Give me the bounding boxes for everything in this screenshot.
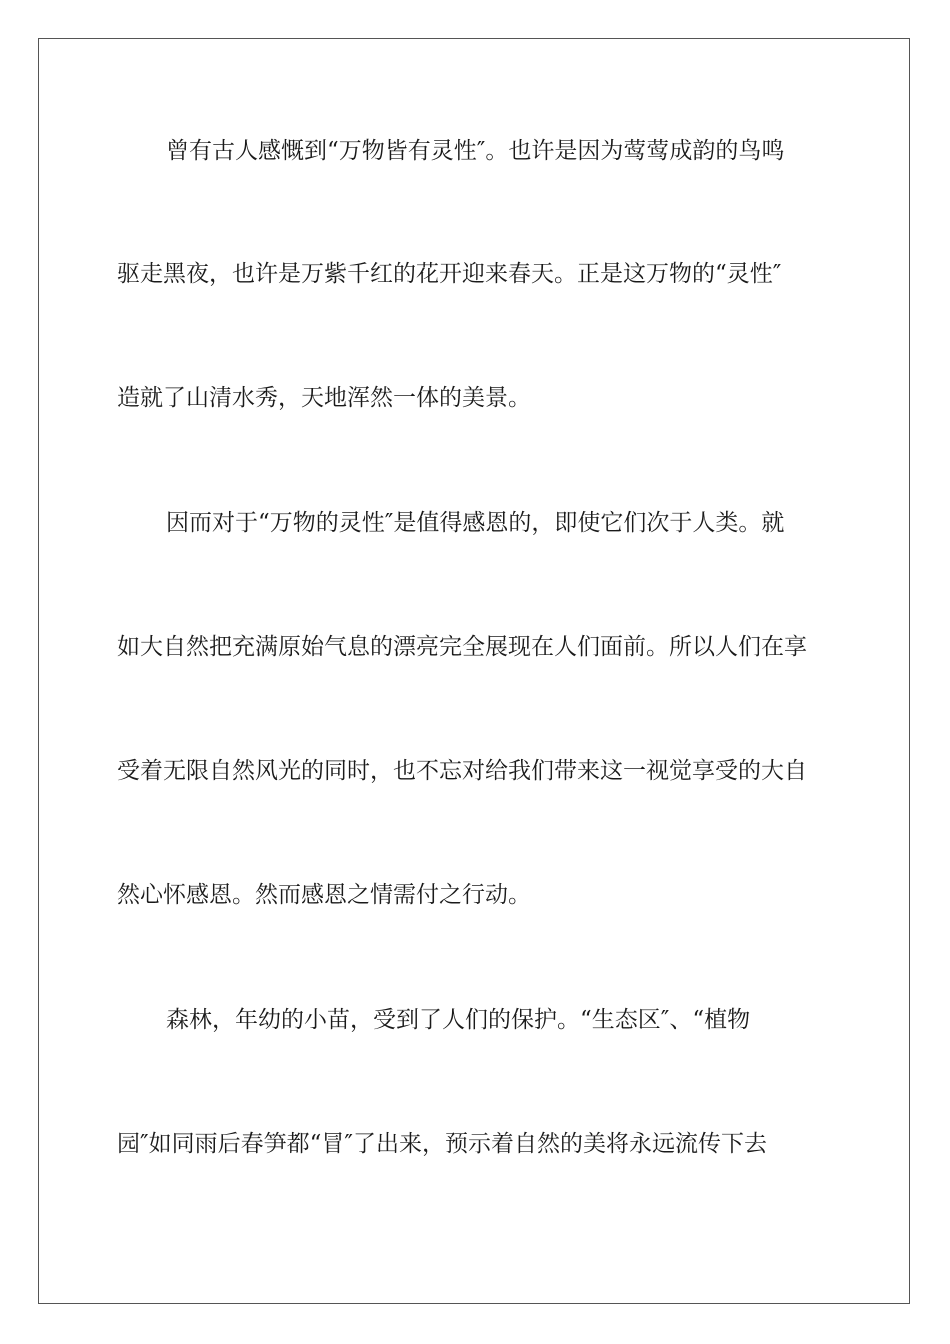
text-line: 然心怀感恩。然而感恩之情需付之行动。 bbox=[117, 882, 531, 908]
text-line: 森林，年幼的小苗，受到了人们的保护。“生态区″、“植物 bbox=[166, 1007, 751, 1033]
text-line: 曾有古人感慨到“万物皆有灵性″。也许是因为莺莺成韵的鸟鸣 bbox=[166, 138, 785, 164]
text-line: 如大自然把充满原始气息的漂亮完全展现在人们面前。所以人们在享 bbox=[117, 634, 807, 660]
text-line: 受着无限自然风光的同时，也不忘对给我们带来这一视觉享受的大自 bbox=[117, 758, 807, 784]
text-line: 因而对于“万物的灵性″是值得感恩的，即使它们次于人类。就 bbox=[166, 510, 785, 536]
text-line: 驱走黑夜，也许是万紫千红的花开迎来春天。正是这万物的“灵性″ bbox=[117, 261, 782, 287]
page-border bbox=[38, 38, 910, 1304]
text-line: 造就了山清水秀，天地浑然一体的美景。 bbox=[117, 385, 531, 411]
text-line: 园″如同雨后春笋都“冒″了出来，预示着自然的美将永远流传下去 bbox=[117, 1131, 767, 1157]
